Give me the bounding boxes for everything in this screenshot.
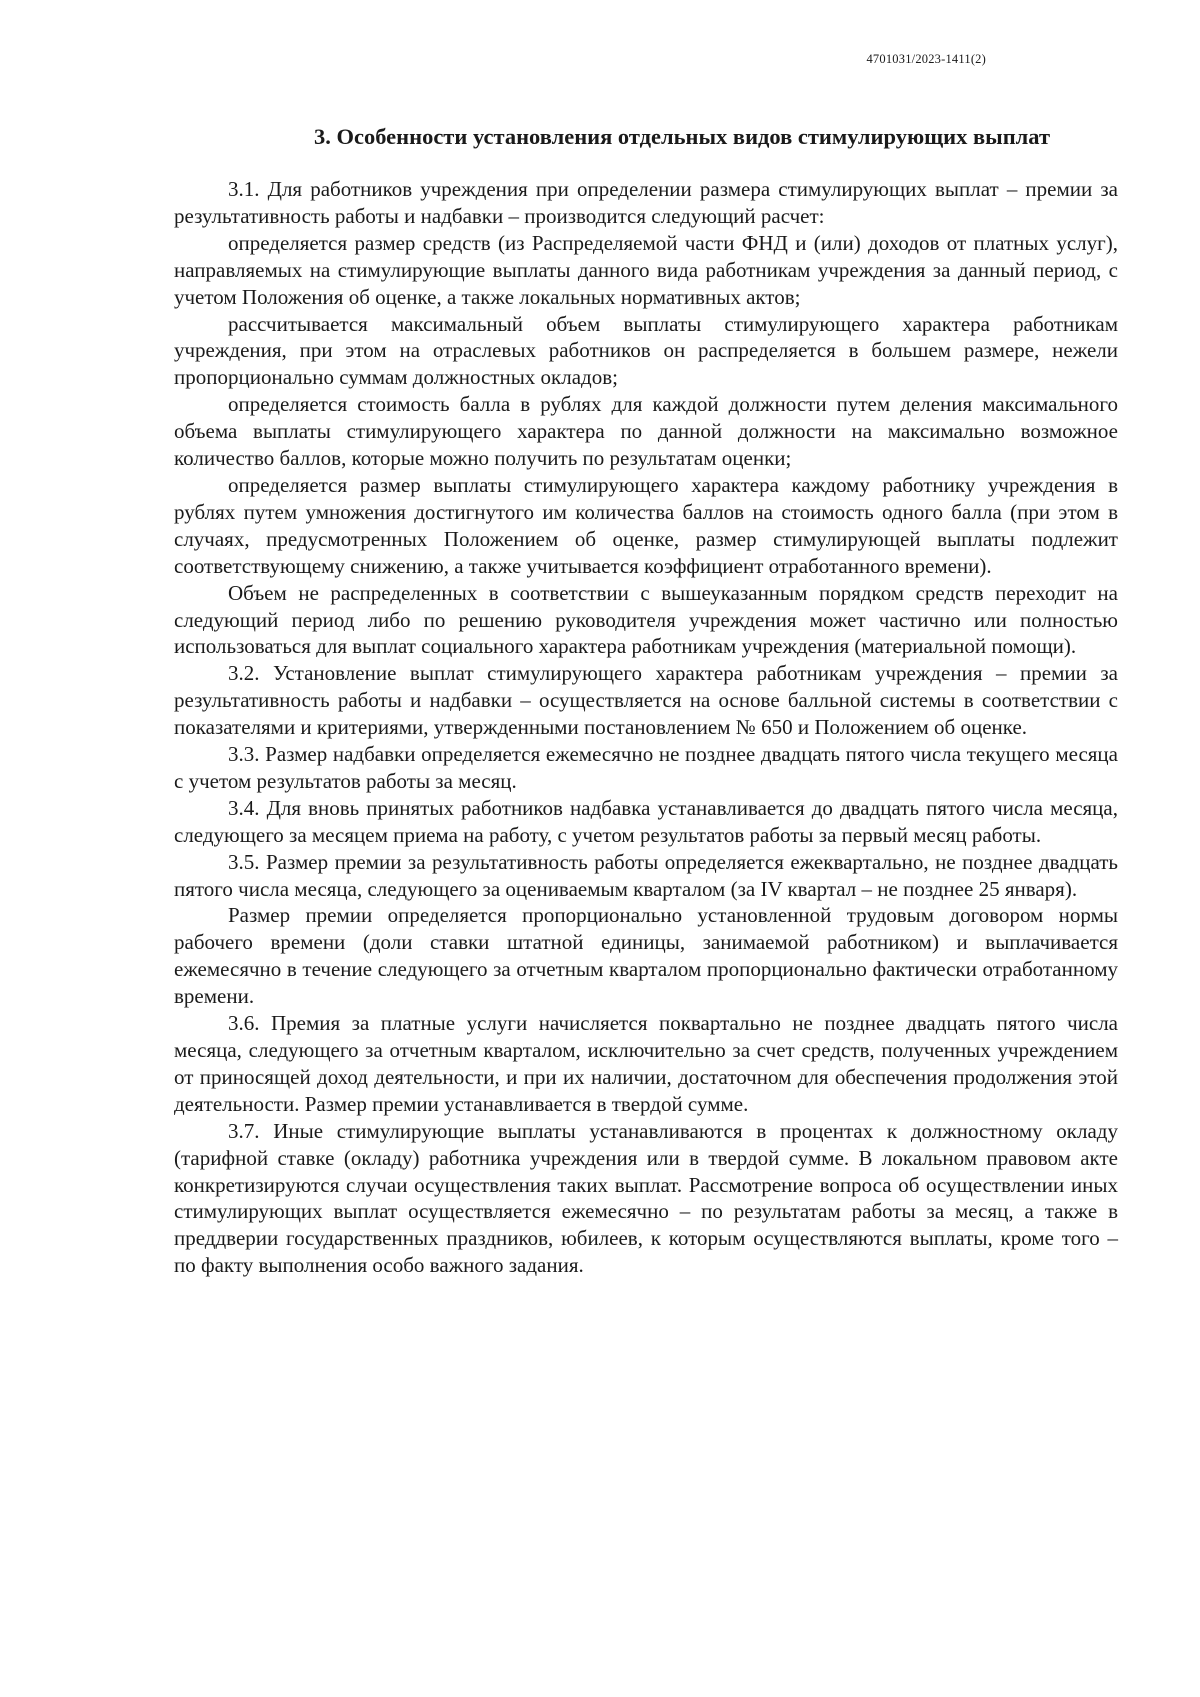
paragraph-3-5: 3.5. Размер премии за результативность работы определяется ежеквартально, не позднее двадцать пятого числа месяца, следующего за оцениваемым кварталом (за IV квартал – не позднее 25 января). bbox=[174, 849, 1118, 901]
paragraph-calc-step-3: определяется стоимость балла в рублях для каждой должности путем деления максимального объема выплаты стимулирующего характера по данной должности на максимально возможное количество баллов, которые можно получить по результатам оценки; bbox=[174, 392, 1118, 471]
paragraph-undistributed-funds: Объем не распределенных в соответствии с вышеуказанным порядком средств переходит на следующий период либо по решению руководителя учреждения может частично или полностью использоваться для выплат социального характера работникам учреждения (материальной помощи). bbox=[174, 580, 1118, 659]
paragraph-premium-size: Размер премии определяется пропорционально установленной трудовым договором нормы рабочего времени (доли ставки штатной единицы, занимаемой работником) и выплачивается ежемесячно в течение следующего за отчетным кварталом пропорционально фактически отработанному времени. bbox=[174, 903, 1118, 1009]
paragraph-3-1: 3.1. Для работников учреждения при определении размера стимулирующих выплат – премии за результативность работы и надбавки – производится следующий расчет: bbox=[174, 177, 1118, 228]
paragraph-3-2: 3.2. Установление выплат стимулирующего характера работникам учреждения – премии за результативность работы и надбавки – осуществляется на основе балльной системы в соответствии с показателями и критериями, утвержденными постановлением № 650 и Положением об оценке. bbox=[174, 661, 1118, 740]
paragraph-3-4: 3.4. Для вновь принятых работников надбавка устанавливается до двадцать пятого числа месяца, следующего за месяцем приема на работу, с учетом результатов работы за первый месяц работы. bbox=[174, 795, 1118, 847]
paragraph-3-6: 3.6. Премия за платные услуги начисляется поквартально не позднее двадцать пятого числа месяца, следующего за отчетным кварталом, исключительно за счет средств, полученных учреждением от приносящей доход деятельности, и при их наличии, достаточном для обеспечения продолжения этой деятельности. Размер премии устанавливается в твердой сумме. bbox=[174, 1011, 1118, 1116]
paragraph-calc-step-2: рассчитывается максимальный объем выплаты стимулирующего характера работникам учреждения, при этом на отраслевых работников он распределяется в большем размере, нежели пропорционально суммам должностных окладов; bbox=[174, 311, 1118, 390]
paragraph-calc-step-1: определяется размер средств (из Распределяемой части ФНД и (или) доходов от платных услуг), направляемых на стимулирующие выплаты данного вида работникам учреждения за данный период, с учетом Положения об оценке, а также локальных нормативных актов; bbox=[174, 230, 1118, 309]
document-registration-number: 47010З1/2023-1411(2) bbox=[866, 52, 986, 66]
paragraph-3-7: 3.7. Иные стимулирующие выплаты устанавливаются в процентах к должностному окладу (тарифной ставке (окладу) работника учреждения или в твердой сумме. В локальном правовом акте конкретизируются случаи осуществления таких выплат. Рассмотрение вопроса об осуществлении иных стимулирующих выплат осуществляется ежемесячно – по результатам работы за месяц, а также в преддверии государственных праздников, юбилеев, к которым осуществляются выплаты, кроме того – по факту выполнения особо важного задания. bbox=[174, 1118, 1118, 1278]
document-body bbox=[174, 122, 1118, 1279]
paragraph-calc-step-4: определяется размер выплаты стимулирующего характера каждому работнику учреждения в рублях путем умножения достигнутого им количества баллов на стоимость одного балла (при этом в случаях, предусмотренных Положением об оценке, размер стимулирующей выплаты подлежит соответствующему снижению, а также учитывается коэффициент отработанного времени). bbox=[174, 472, 1118, 578]
section-title: 3. Особенности установления отдельных видов стимулирующих выплат bbox=[313, 124, 1051, 149]
paragraph-3-3: 3.3. Размер надбавки определяется ежемесячно не позднее двадцать пятого числа текущего месяца с учетом результатов работы за месяц. bbox=[174, 742, 1118, 793]
